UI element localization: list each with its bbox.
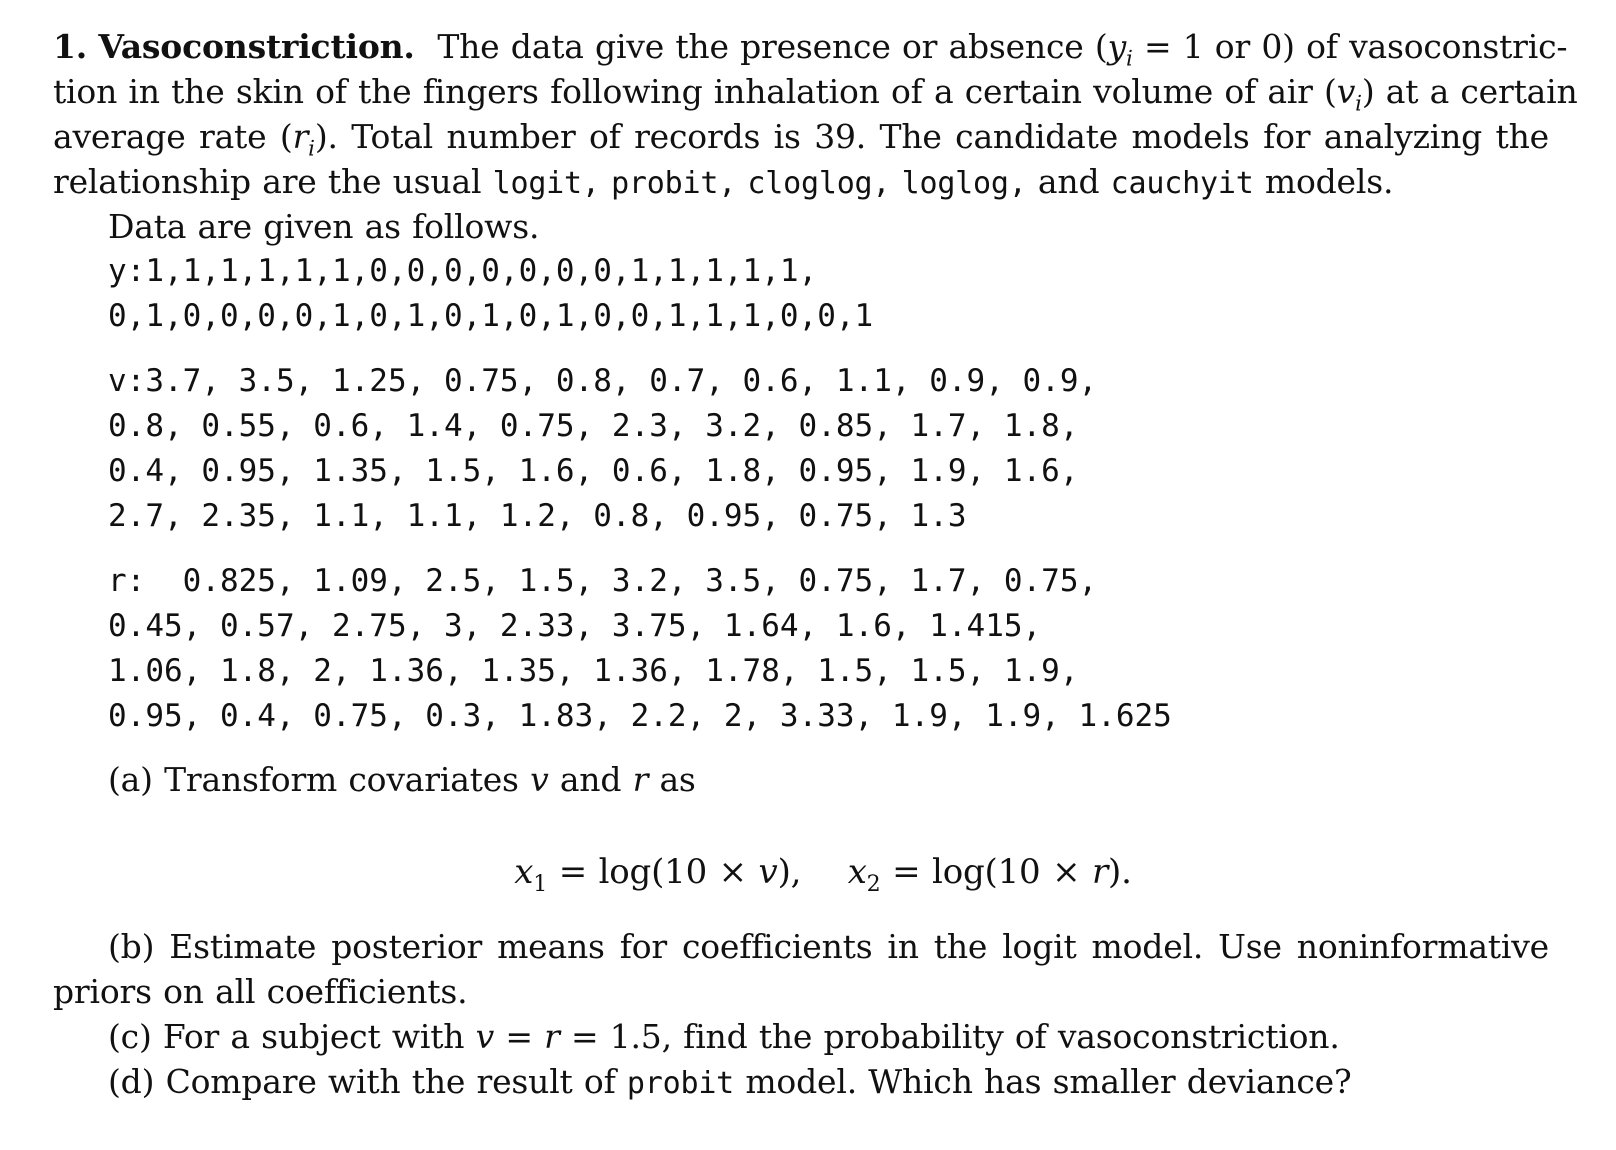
var-v: v	[758, 852, 778, 892]
transform-formula	[53, 842, 1553, 902]
intro-text: The data give the presence or absence (	[437, 27, 1108, 66]
r-data-line: r: 0.825, 1.09, 2.5, 1.5, 3.2, 3.5, 0.75, 1.7, 0.75,	[108, 563, 1098, 599]
var-r: r	[632, 760, 649, 799]
formula-text: = log(10 ×	[880, 852, 1092, 892]
v-data-line: 0.8, 0.55, 0.6, 1.4, 0.75, 2.3, 3.2, 0.85, 1.7, 1.8,	[108, 408, 1079, 444]
intro-text: and	[1026, 162, 1111, 201]
y-data-line: 0,1,0,0,0,0,1,0,1,0,1,0,1,0,0,1,1,1,0,0,1	[108, 298, 874, 334]
var-y-sub: i	[1126, 46, 1133, 72]
problem-intro-line-3	[53, 114, 1549, 162]
formula-text: ).	[1108, 852, 1132, 892]
r-data-line: 0.95, 0.4, 0.75, 0.3, 1.83, 2.2, 2, 3.33, 1.9, 1.9, 1.625	[108, 698, 1172, 734]
var-v: v	[475, 1017, 495, 1056]
part-a	[53, 757, 1553, 802]
data-intro: Data are given as follows.	[108, 207, 540, 246]
r-data-line: 0.45, 0.57, 2.75, 3, 2.33, 3.75, 1.64, 1.6, 1.415,	[108, 608, 1042, 644]
var-r: r	[544, 1017, 560, 1056]
intro-text: ). Total number of records is 39. The candidate models for analyzing the	[314, 117, 1549, 156]
formula-text: = log(10 ×	[547, 852, 759, 892]
intro-text: average rate (	[53, 117, 293, 156]
problem-intro-line-2	[53, 69, 1578, 117]
part-c-text: (c) For a subject with	[108, 1017, 476, 1056]
part-a-text: as	[648, 760, 696, 799]
model-probit: probit	[626, 1066, 735, 1101]
formula-text: ),	[777, 852, 802, 892]
var-r: r	[292, 117, 309, 156]
problem-title: Vasoconstriction.	[98, 27, 415, 66]
intro-text: relationship are the usual	[53, 162, 493, 201]
part-d-text: model. Which has smaller deviance?	[734, 1062, 1352, 1101]
intro-text: = 1 or 0) of vasoconstric-	[1132, 27, 1568, 66]
intro-text: ) at a certain	[1361, 72, 1578, 111]
part-d	[53, 1059, 1553, 1104]
model-logit: logit,	[492, 166, 600, 201]
part-b-line-1: (b) Estimate posterior means for coefficients in the logit model. Use noninformative	[108, 927, 1549, 966]
part-d-text: (d) Compare with the result of	[108, 1062, 627, 1101]
part-c-text: = 1.5, find the probability of vasoconstriction.	[559, 1017, 1340, 1056]
part-a-text: (a) Transform covariates	[108, 760, 531, 799]
var-v: v	[530, 760, 549, 799]
y-data-block	[53, 249, 1553, 339]
var-y: y	[1107, 27, 1127, 66]
model-loglog: loglog,	[901, 166, 1027, 201]
var-x2-sub: 2	[866, 870, 881, 897]
v-data-block	[53, 359, 1553, 539]
model-cauchyit: cauchyit	[1110, 166, 1254, 201]
v-data-line: 0.4, 0.95, 1.35, 1.5, 1.6, 0.6, 1.8, 0.95, 1.9, 1.6,	[108, 453, 1079, 489]
problem-intro-line-1	[53, 24, 1568, 72]
r-data-block	[53, 559, 1553, 739]
var-x2: x	[847, 852, 867, 892]
intro-text: tion in the skin of the fingers following inhalation of a certain volume of air (	[53, 72, 1337, 111]
var-r-sub: i	[308, 136, 315, 162]
part-b-line-2: priors on all coefficients.	[53, 972, 468, 1011]
r-data-line: 1.06, 1.8, 2, 1.36, 1.35, 1.36, 1.78, 1.5, 1.5, 1.9,	[108, 653, 1079, 689]
problem-intro-line-4	[53, 159, 1553, 204]
intro-text: models.	[1253, 162, 1394, 201]
v-data-line: v:3.7, 3.5, 1.25, 0.75, 0.8, 0.7, 0.6, 1.1, 0.9, 0.9,	[108, 363, 1098, 399]
part-c-text: =	[494, 1017, 545, 1056]
var-x1-sub: 1	[533, 870, 548, 897]
problem-number: 1.	[53, 27, 88, 66]
part-a-text: and	[548, 760, 633, 799]
v-data-line: 2.7, 2.35, 1.1, 1.1, 1.2, 0.8, 0.95, 0.75, 1.3	[108, 498, 967, 534]
var-r: r	[1091, 852, 1109, 892]
problem-page	[53, 24, 1578, 1104]
var-v-sub: i	[1355, 91, 1362, 117]
part-c	[53, 1014, 1553, 1059]
var-v: v	[1336, 72, 1356, 111]
y-data-line: y:1,1,1,1,1,1,0,0,0,0,0,0,0,1,1,1,1,1,	[108, 253, 818, 289]
var-x1: x	[514, 852, 534, 892]
model-cloglog: cloglog,	[747, 166, 891, 201]
model-probit: probit,	[611, 166, 737, 201]
